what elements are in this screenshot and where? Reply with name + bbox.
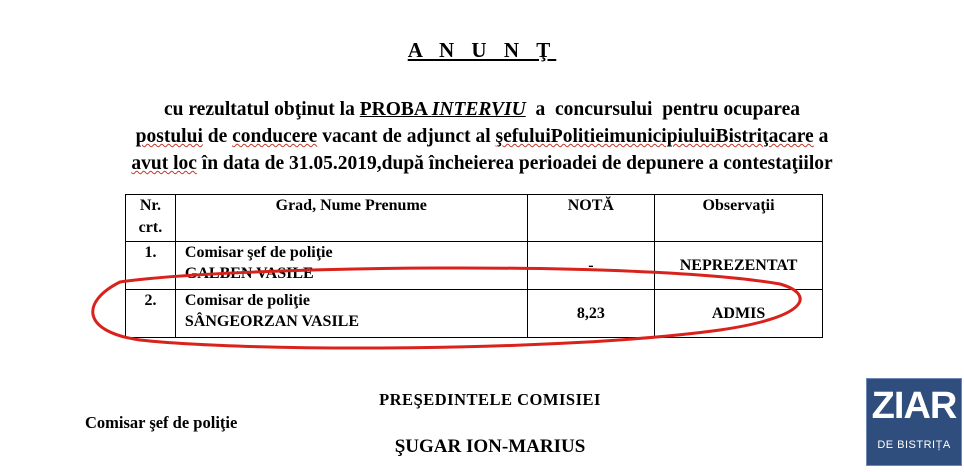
intro-line-1 [0, 96, 964, 123]
row-nr-text: 2. [144, 292, 157, 309]
intro-text: vacant de adjunct al [317, 126, 496, 147]
table-header-row [126, 195, 823, 242]
intro-text: de [202, 126, 233, 147]
interviu-label: INTERVIU [431, 99, 526, 120]
row-name-cell [175, 290, 527, 338]
table-row [126, 242, 823, 290]
row-nota [527, 242, 655, 290]
intro-line-2 [0, 123, 964, 150]
row-obs-text: ADMIS [711, 304, 766, 322]
commission-president-heading: PREŞEDINTELE COMISIEI [379, 390, 601, 409]
intro-text: conducere [232, 126, 318, 147]
row-name-cell [175, 242, 527, 290]
row-rank: Comisar şef de poliţie [184, 244, 333, 261]
logo-subtitle: DE BISTRIȚA [877, 439, 951, 451]
table-row [126, 290, 823, 338]
row-obs [655, 242, 823, 290]
intro-text: cu rezultatul obţinut la [163, 99, 360, 120]
president-name: ŞUGAR ION-MARIUS [394, 436, 586, 457]
intro-text: a concursului pentru ocuparea [525, 99, 800, 120]
announcement-title: A N U N Ţ [407, 38, 557, 62]
row-obs [655, 290, 823, 338]
row-nota-text: 8,23 [576, 304, 605, 322]
row-rank: Comisar de poliţie [184, 292, 310, 309]
intro-text: în data de 31.05.2019,după încheierea perioadei de depunere a contestaţiilor [196, 153, 833, 174]
row-nr [126, 242, 176, 290]
results-table [125, 194, 823, 338]
header-nr-line2: crt. [138, 219, 163, 236]
intro-text: a [813, 126, 829, 147]
header-nota-text: NOTĂ [567, 197, 614, 214]
row-nr-text: 1. [144, 244, 157, 261]
row-name: GALBEN VASILE [184, 265, 314, 282]
row-nota-text: - [588, 256, 594, 274]
row-name: SÂNGEORZAN VASILE [184, 313, 360, 330]
intro-text: avut loc [131, 153, 197, 174]
logo-word: ZIAR [871, 385, 957, 427]
header-nr [126, 195, 176, 242]
intro-paragraph [0, 96, 964, 177]
header-name-text: Grad, Nume Prenume [275, 197, 427, 214]
intro-text: postului [135, 126, 203, 147]
header-name [175, 195, 527, 242]
intro-text: şefuluiPolitieimunicipiuluiBistriţacare [495, 126, 814, 147]
row-nr [126, 290, 176, 338]
president-rank: Comisar şef de poliţie [85, 413, 238, 432]
ziar-de-bistrita-logo[interactable] [866, 378, 962, 466]
header-obs-text: Observaţii [702, 197, 775, 214]
header-nr-line1: Nr. [139, 197, 162, 214]
header-nota [527, 195, 655, 242]
intro-line-3 [0, 150, 964, 177]
proba-label: PROBA [359, 99, 432, 120]
row-obs-text: NEPREZENTAT [679, 256, 798, 274]
row-nota [527, 290, 655, 338]
header-obs [655, 195, 823, 242]
